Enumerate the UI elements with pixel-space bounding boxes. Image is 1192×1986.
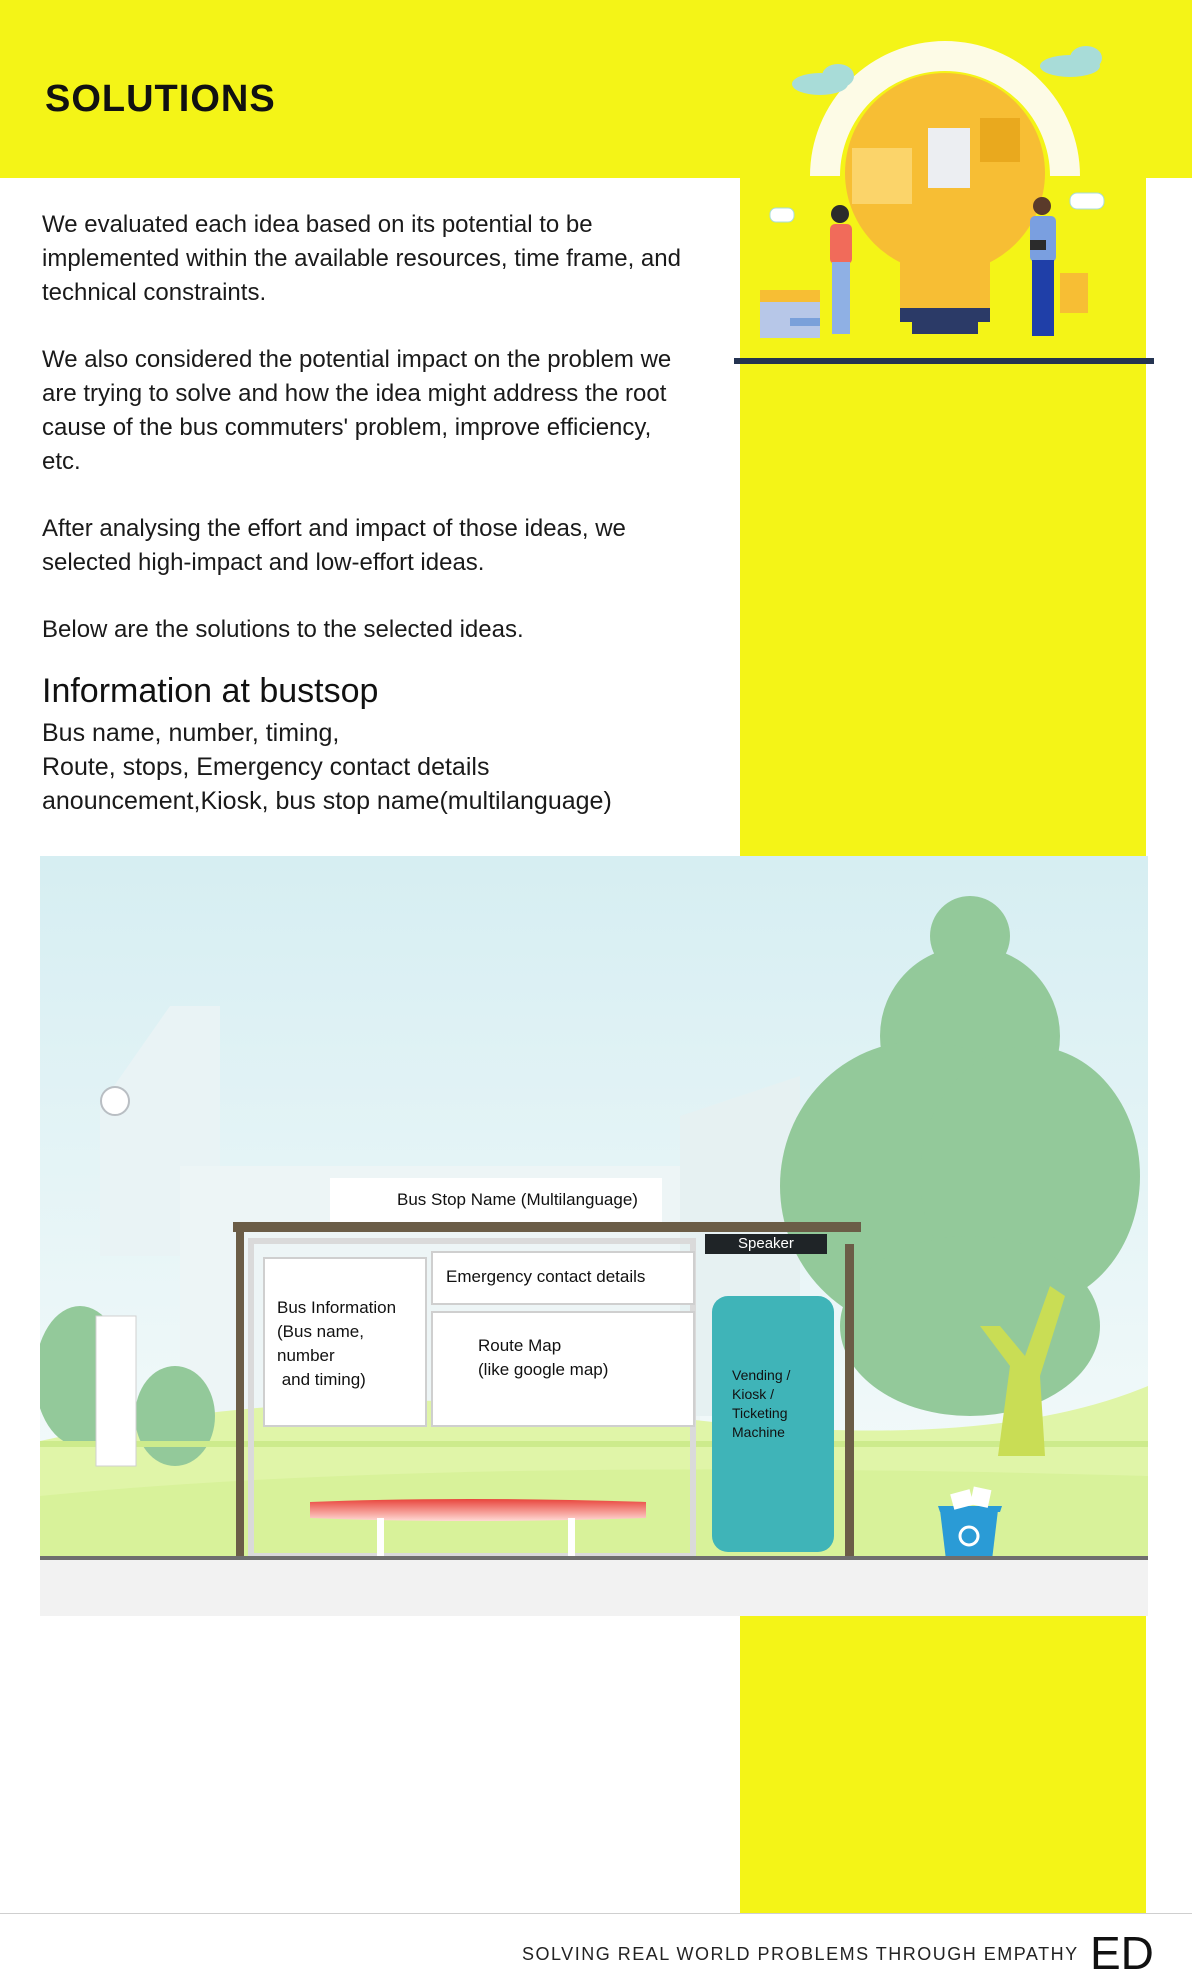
bus-stop-illustration xyxy=(40,856,1148,1616)
info-line: anouncement,Kiosk, bus stop name(multilanguage) xyxy=(42,787,612,815)
page-title: SOLUTIONS xyxy=(45,78,276,120)
footer-tagline: SOLVING REAL WORLD PROBLEMS THROUGH EMPATHY xyxy=(522,1944,1079,1964)
info-line: Route, stops, Emergency contact details xyxy=(42,753,490,781)
route-map-panel xyxy=(478,1334,608,1382)
panel-line: number xyxy=(277,1346,335,1365)
kiosk-line: Machine xyxy=(732,1424,785,1440)
kiosk-line: Ticketing xyxy=(732,1405,788,1421)
panel-line: Route Map xyxy=(478,1336,562,1355)
kiosk-line: Vending / xyxy=(732,1367,791,1383)
kiosk-line: Kiosk / xyxy=(732,1386,775,1402)
section-heading: Information at bustsop xyxy=(42,672,379,710)
bus-information-panel xyxy=(277,1296,396,1392)
panel-line: Bus Information xyxy=(277,1298,397,1317)
puzzle-lightbulb-illustration xyxy=(730,28,1160,370)
footer-logo: ED xyxy=(1090,1927,1154,1979)
paragraph: After analysing the effort and impact of those ideas, we selected high-impact and low-effort ideas. xyxy=(42,515,626,576)
panel-line: (Bus name, xyxy=(277,1322,364,1341)
speaker-label: Speaker xyxy=(738,1235,794,1252)
paragraph: We also considered the potential impact on the problem we are trying to solve and how the idea might address the root cause of the bus commuters' problem, improve efficiency, etc. xyxy=(42,346,672,475)
footer-divider xyxy=(0,1913,1192,1914)
panel-line: (like google map) xyxy=(478,1360,609,1379)
paragraph: We evaluated each idea based on its potential to be implemented within the available resources, time frame, and technical constraints. xyxy=(42,211,681,306)
info-line: Bus name, number, timing, xyxy=(42,719,340,747)
body-text xyxy=(42,208,682,680)
info-list xyxy=(42,716,612,818)
paragraph: Below are the solutions to the selected ideas. xyxy=(42,616,524,643)
kiosk-machine xyxy=(732,1366,790,1442)
panel-line: and timing) xyxy=(277,1370,366,1389)
emergency-contact-panel: Emergency contact details xyxy=(446,1267,646,1286)
bus-stop-name-sign: Bus Stop Name (Multilanguage) xyxy=(397,1190,638,1209)
